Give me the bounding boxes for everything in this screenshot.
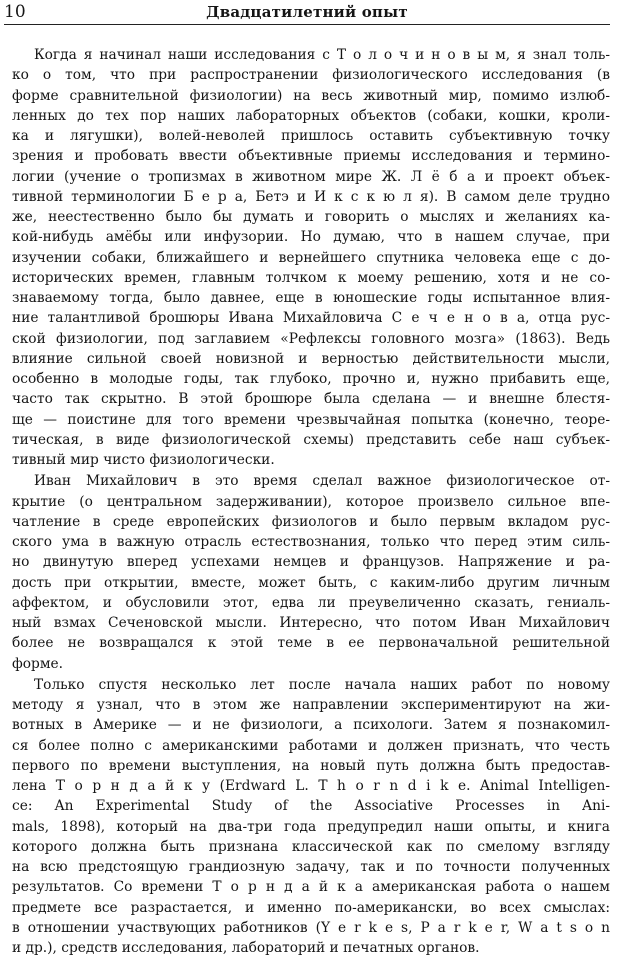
text-line: знаваемому тогда, было давнее, еще в юношеские годы испытанное влия-	[12, 290, 610, 306]
text-line: Только спустя несколько лет после начала наших работ по новому	[34, 676, 610, 693]
text-line: которого должна быть признана классической как по смелому взгляду	[12, 838, 610, 855]
page-header	[4, 0, 610, 28]
text-line: ся более полно с американскими работами и должен признать, что честь	[12, 737, 610, 754]
text-line: Иван Михайлович в это время сделал важное физиологическое от-	[34, 473, 610, 490]
text-line: ный взмах Сеченовской мысли. Интересно, что потом Иван Михайлович	[12, 615, 610, 631]
text-line: аффектом, и обусловили этот, едва ли преувеличенно сказать, гениаль-	[12, 594, 610, 611]
text-line: дость при открытии, вместе, может быть, с каким-либо другим личным	[12, 574, 610, 591]
text-line: форме.	[12, 655, 64, 672]
text-line: изучении собаки, ближайшего и вернейшего спутника человека еще с до-	[12, 249, 610, 266]
text-line: ленных до тех пор наших лабораторных объектов (собаки, кошки, кроли-	[12, 107, 610, 124]
text-line: методу я узнал, что в этом же направлении экспериментируют на жи-	[12, 697, 610, 713]
text-line: лена Т о р н д а й к у (Erdward L. T h o r n d i k e. Animal Intelligen-	[12, 778, 610, 794]
text-line: кой-нибудь амёбы или инфузории. Но думаю, что в нашем случае, при	[12, 229, 610, 246]
text-line: тивной терминологии Б е р а, Бетэ и И к с к ю л я). В самом деле трудно	[12, 188, 610, 205]
text-line: зрения и пробовать ввести объективные приемы исследования и термино-	[12, 148, 610, 165]
text-line: тическая, в виде физиологической схемы) представить себе наш субъек-	[12, 431, 610, 448]
text-line: же, неестественно было бы думать и говорить о мыслях и желаниях ка-	[12, 209, 610, 225]
text-line: ко о том, что при распространении физиологического исследования (в	[12, 67, 610, 84]
text-line: ce: An Experimental Study of the Associative Processes in Ani-	[12, 798, 610, 815]
text-line: и др.), средств исследования, лабораторий и печатных органов.	[12, 940, 480, 956]
text-line: ской физиологии, под заглавием «Рефлексы головного мозга» (1863). Ведь	[12, 330, 610, 347]
text-line: ка и лягушки), волей-неволей пришлось оставить субъективную точку	[12, 128, 610, 144]
text-line: в отношении участвующих работников (Y e r k e s, P a r k e r, W a t s o n	[12, 919, 610, 936]
text-line: первого по времени выступления, на новый путь должна быть предостав-	[12, 757, 610, 774]
text-line: но двинутую вперед успехами немцев и французов. Напряжение и ра-	[12, 554, 610, 571]
text-line: Когда я начинал наши исследования с Т о л о ч и н о в ы м, я знал толь-	[34, 47, 610, 63]
text-line: логии (учение о тропизмах в животном мире Ж. Л ё б а и проект объек-	[12, 168, 610, 185]
text-line: вотных в Америке — и не физиологи, а психологи. Затем я познакомил-	[12, 717, 610, 734]
text-line: особенно в молодые годы, так глубоко, прочно и, нужно прибавить еще,	[12, 371, 610, 387]
page-number: 10	[4, 2, 26, 22]
text-line: ского ума в важную отрасль естествознания, только что перед этим силь-	[12, 534, 610, 550]
text-line: mals, 1898), который на два-три года предупредил наши опыты, и книга	[12, 818, 610, 835]
text-line: ще — поистине для того времени чрезвычайная попытка (конечно, теоре-	[12, 411, 610, 428]
text-line: более не возвращался к этой теме в ее первоначальной решительной	[12, 635, 610, 652]
text-line: ние талантливой брошюры Ивана Михайловича С е ч е н о в а, отца рус-	[12, 310, 610, 327]
text-line: на всю предстоящую грандиозную задачу, так и по точности полученных	[12, 859, 610, 875]
text-line: форме сравнительной физиологии) на весь животный мир, помимо излюб-	[12, 87, 610, 104]
text-line: крытие (о центральном задерживании), которое произвело сильное впе-	[12, 493, 610, 510]
body-text	[12, 45, 610, 958]
text-line: чатление в среде европейских физиологов и было первым вкладом рус-	[12, 513, 610, 530]
paragraph	[12, 675, 610, 958]
header-rule	[4, 24, 610, 25]
paragraph	[12, 471, 610, 674]
text-line: тивный мир чисто физиологически.	[12, 452, 275, 468]
text-line: влияние сильной своей новизной и верностью действительности мысли,	[12, 350, 610, 367]
text-line: часто так скрытно. В этой брошюре была сделана — и внешне блестя-	[12, 391, 610, 408]
text-line: предмете все разрастается, и именно по-американски, во всех смыслах:	[12, 899, 610, 916]
running-title: Двадцатилетний опыт	[206, 3, 408, 21]
text-line: исторических времен, главным толчком к моему решению, хотя и не со-	[12, 269, 610, 286]
paragraph	[12, 45, 610, 470]
text-line: результатов. Со времени Т о р н д а й к а американская работа о нашем	[12, 879, 610, 896]
